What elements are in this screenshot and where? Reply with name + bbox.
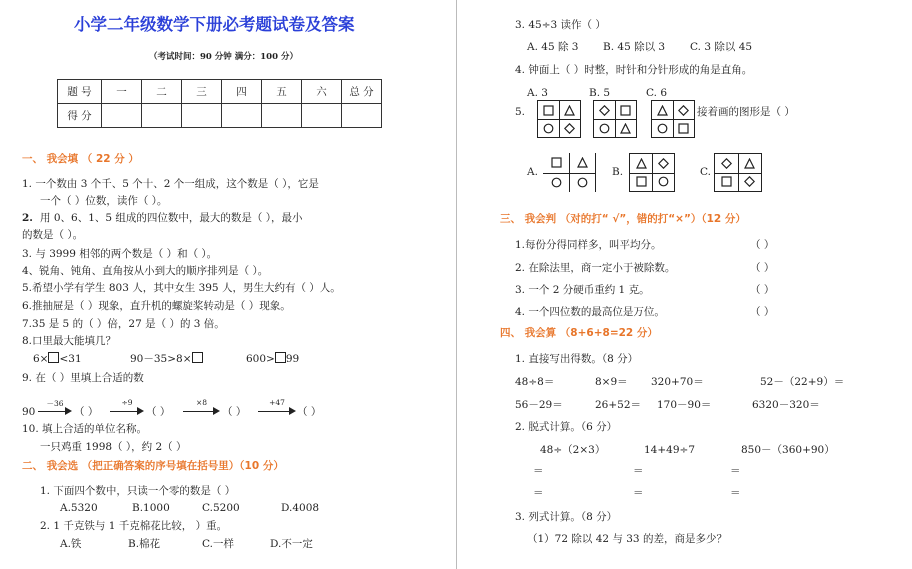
circle-icon	[657, 123, 668, 134]
score-cell[interactable]	[342, 104, 382, 128]
diamond-icon	[658, 158, 669, 169]
equals-line[interactable]: ＝	[633, 465, 644, 477]
choice-2-option[interactable]: A.铁	[60, 538, 82, 550]
choice-4: 4. 钟面上（ ）时整，时针和分针形成的角是直角。	[515, 64, 753, 76]
stepwise-expr: 48÷（2×3）	[540, 444, 606, 456]
question-8: 8.口里最大能填几？	[22, 335, 117, 347]
page-title: 小学二年级数学下册必考题试卷及答案	[74, 15, 355, 34]
answer-grid-c[interactable]	[714, 153, 762, 192]
diamond-icon	[599, 105, 610, 116]
triangle-icon	[620, 123, 631, 134]
question-7: 7.35 是 5 的（ ）倍，27 是（ ）的 3 倍。	[22, 318, 225, 330]
calc-item: 8×9＝	[595, 376, 628, 388]
choice-5-number: 5.	[515, 106, 526, 118]
choice-2-option[interactable]: C.一样	[202, 538, 234, 550]
equals-line[interactable]: ＝	[730, 465, 741, 477]
question-1-line-2: 一个（ ）位数，读作（ ）。	[40, 195, 168, 207]
word-problem-1: （1）72 除以 42 与 33 的差，商是多少？	[527, 533, 727, 545]
section-2-heading: 二、 我会选 （把正确答案的序号填在括号里）（10 分）	[22, 460, 284, 472]
score-table	[57, 79, 382, 128]
choice-5-option-label[interactable]: B.	[612, 166, 624, 178]
judge-2: 2. 在除法里，商一定小于被除数。	[515, 262, 676, 274]
choice-1-option[interactable]: B.1000	[132, 502, 170, 514]
square-icon	[543, 105, 554, 116]
score-header-cell: 总 分	[342, 80, 382, 104]
question-2-line-2: 的数是（ ）。	[22, 229, 84, 241]
calc-item: 56－29＝	[515, 399, 563, 411]
q8a-suffix: <31	[59, 353, 82, 365]
question-1-line-1: 1. 一个数由 3 个千、5 个十、2 个一组成，这个数是（ ），它是	[22, 178, 319, 190]
pattern-grid-1	[537, 100, 581, 138]
choice-2-option[interactable]: D.不一定	[270, 538, 313, 550]
answer-grid-b[interactable]	[629, 153, 675, 192]
question-8-item-a	[33, 352, 82, 366]
section-4-heading: 四、 我会算 （8+6+8=22 分）	[500, 327, 658, 339]
q8c-prefix: 600>	[246, 353, 275, 365]
triangle-icon	[744, 158, 755, 169]
score-row-label: 得 分	[58, 104, 102, 128]
choice-2-option[interactable]: B.棉花	[128, 538, 161, 550]
circle-icon	[543, 123, 554, 134]
chain-start-value: 90	[22, 406, 36, 418]
score-header-cell: 五	[262, 80, 302, 104]
choice-3-option[interactable]: C. 3 除以 45	[690, 41, 753, 53]
choice-4-option[interactable]: C. 6	[646, 87, 668, 99]
question-9: 9. 在（ ）里填上合适的数	[22, 372, 144, 384]
calc-item: 6320－320＝	[752, 399, 820, 411]
chain-blank[interactable]: （ ）	[222, 406, 247, 418]
score-header-cell: 一	[102, 80, 142, 104]
score-header-cell: 题 号	[58, 80, 102, 104]
judge-3: 3. 一个 2 分硬币重约 1 克。	[515, 284, 650, 296]
blank-box[interactable]	[192, 352, 203, 363]
question-6: 6.推抽屉是（ ）现象，直升机的螺旋桨转动是（ ）现象。	[22, 300, 291, 312]
score-header-cell: 六	[302, 80, 342, 104]
calc-item: 52－（22+9）＝	[760, 376, 845, 388]
chain-blank[interactable]: （ ）	[297, 406, 322, 418]
question-4: 4、锐角、钝角、直角按从小到大的顺序排列是（ ）。	[22, 265, 269, 277]
judge-1: 1.每份分得同样多，叫平均分。	[515, 239, 662, 251]
score-table-score-row	[58, 104, 382, 128]
score-header-cell: 二	[142, 80, 182, 104]
square-icon	[636, 176, 647, 187]
judge-answer-blank[interactable]: （ ）	[750, 284, 775, 296]
answer-grid-a[interactable]	[543, 153, 596, 192]
score-cell[interactable]	[222, 104, 262, 128]
question-3: 3. 与 3999 相邻的两个数是（ ）和（ ）。	[22, 248, 218, 260]
circle-icon	[551, 177, 562, 188]
triangle-icon	[577, 157, 588, 168]
chain-op-label: ÷9	[121, 398, 133, 407]
choice-2: 2. 1 千克铁与 1 千克棉花比较， ）重。	[40, 520, 228, 532]
chain-arrow	[258, 398, 296, 417]
triangle-icon	[564, 105, 575, 116]
score-header-cell: 四	[222, 80, 262, 104]
equals-line[interactable]: ＝	[533, 487, 544, 499]
choice-4-option[interactable]: A. 3	[527, 87, 548, 99]
pattern-grid-2	[593, 100, 637, 138]
circle-icon	[577, 177, 588, 188]
question-10: 10. 填上合适的单位名称。	[22, 423, 148, 435]
stepwise-expr: 850－（360+90）	[741, 444, 835, 456]
calc-item: 170－90＝	[657, 399, 712, 411]
equals-line[interactable]: ＝	[533, 465, 544, 477]
q8a-prefix: 6×	[33, 353, 49, 365]
chain-arrow	[110, 398, 144, 417]
question-2-line-1: 用 0、6、1、5 组成的四位数中，最大的数是（ ），最小	[40, 212, 303, 224]
chain-blank[interactable]: （ ）	[146, 406, 171, 418]
calc-item: 320+70＝	[651, 376, 704, 388]
score-cell[interactable]	[262, 104, 302, 128]
calc-item: 48÷8＝	[515, 376, 555, 388]
circle-icon	[658, 176, 669, 187]
score-cell[interactable]	[302, 104, 342, 128]
judge-answer-blank[interactable]: （ ）	[750, 306, 775, 318]
blank-box[interactable]	[48, 352, 59, 363]
choice-3-option[interactable]: A. 45 除 3	[527, 41, 579, 53]
stepwise-expr: 14+49÷7	[644, 444, 695, 456]
chain-op-label: －36	[46, 399, 64, 408]
section-3-heading: 三、 我会判 （对的打“ √”，错的打“×”）（12 分）	[500, 213, 746, 225]
pattern-grid-3	[651, 100, 695, 138]
choice-4-option[interactable]: B. 5	[589, 87, 611, 99]
choice-1-option[interactable]: D.4008	[281, 502, 320, 514]
chain-blank[interactable]: （ ）	[74, 406, 99, 418]
blank-box[interactable]	[275, 352, 286, 363]
calc-part-1: 1. 直接写出得数。（8 分）	[515, 353, 639, 365]
q8b-expr: 90－35>8×	[130, 353, 192, 365]
diamond-icon	[678, 105, 689, 116]
question-8-item-b	[130, 352, 203, 366]
square-icon	[721, 176, 732, 187]
choice-5-option-label[interactable]: A.	[527, 166, 538, 178]
diamond-icon	[564, 123, 575, 134]
q8c-suffix: 99	[285, 353, 300, 365]
square-icon	[551, 157, 562, 168]
chain-op-label: +47	[269, 398, 285, 407]
question-5: 5.希望小学有学生 803 人，其中女生 395 人，男生大约有（ ）人。	[22, 282, 341, 294]
judge-4: 4. 一个四位数的最高位是万位。	[515, 306, 665, 318]
score-cell[interactable]	[142, 104, 182, 128]
choice-1-option[interactable]: A.5320	[60, 502, 98, 514]
choice-5: 接着画的图形是（ ）	[697, 106, 795, 118]
judge-answer-blank[interactable]: （ ）	[750, 262, 775, 274]
question-10-item: 一只鸡重 1998（ ），约 2（ ）	[40, 441, 187, 453]
choice-5-option-label[interactable]: C.	[700, 166, 711, 178]
score-cell[interactable]	[182, 104, 222, 128]
equals-line[interactable]: ＝	[730, 487, 741, 499]
diamond-icon	[744, 176, 755, 187]
column-divider	[456, 0, 457, 569]
triangle-icon	[657, 105, 668, 116]
choice-1-option[interactable]: C.5200	[202, 502, 240, 514]
circle-icon	[599, 123, 610, 134]
square-icon	[620, 105, 631, 116]
triangle-icon	[636, 158, 647, 169]
diamond-icon	[721, 158, 732, 169]
choice-3-option[interactable]: B. 45 除以 3	[603, 41, 666, 53]
equals-line[interactable]: ＝	[633, 487, 644, 499]
calc-part-3: 3. 列式计算。（8 分）	[515, 511, 618, 523]
calc-part-2: 2. 脱式计算。（6 分）	[515, 421, 618, 433]
exam-info: （考试时间：90 分钟 满分：100 分）	[149, 52, 298, 62]
score-cell[interactable]	[102, 104, 142, 128]
judge-answer-blank[interactable]: （ ）	[750, 239, 775, 251]
chain-arrow	[183, 398, 220, 417]
score-table-header-row	[58, 80, 382, 104]
chain-op-label: ×8	[195, 398, 208, 407]
question-8-item-c	[246, 352, 299, 366]
score-header-cell: 三	[182, 80, 222, 104]
calc-item: 26+52＝	[595, 399, 642, 411]
chain-arrow	[38, 399, 72, 417]
choice-3: 3. 45÷3 读作（ ）	[515, 19, 606, 31]
choice-1: 1. 下面四个数中，只读一个零的数是（ ）	[40, 485, 236, 497]
square-icon	[678, 123, 689, 134]
question-2-number: 2.	[22, 212, 33, 224]
section-1-heading: 一、 我会填 （ 22 分 ）	[22, 153, 139, 165]
